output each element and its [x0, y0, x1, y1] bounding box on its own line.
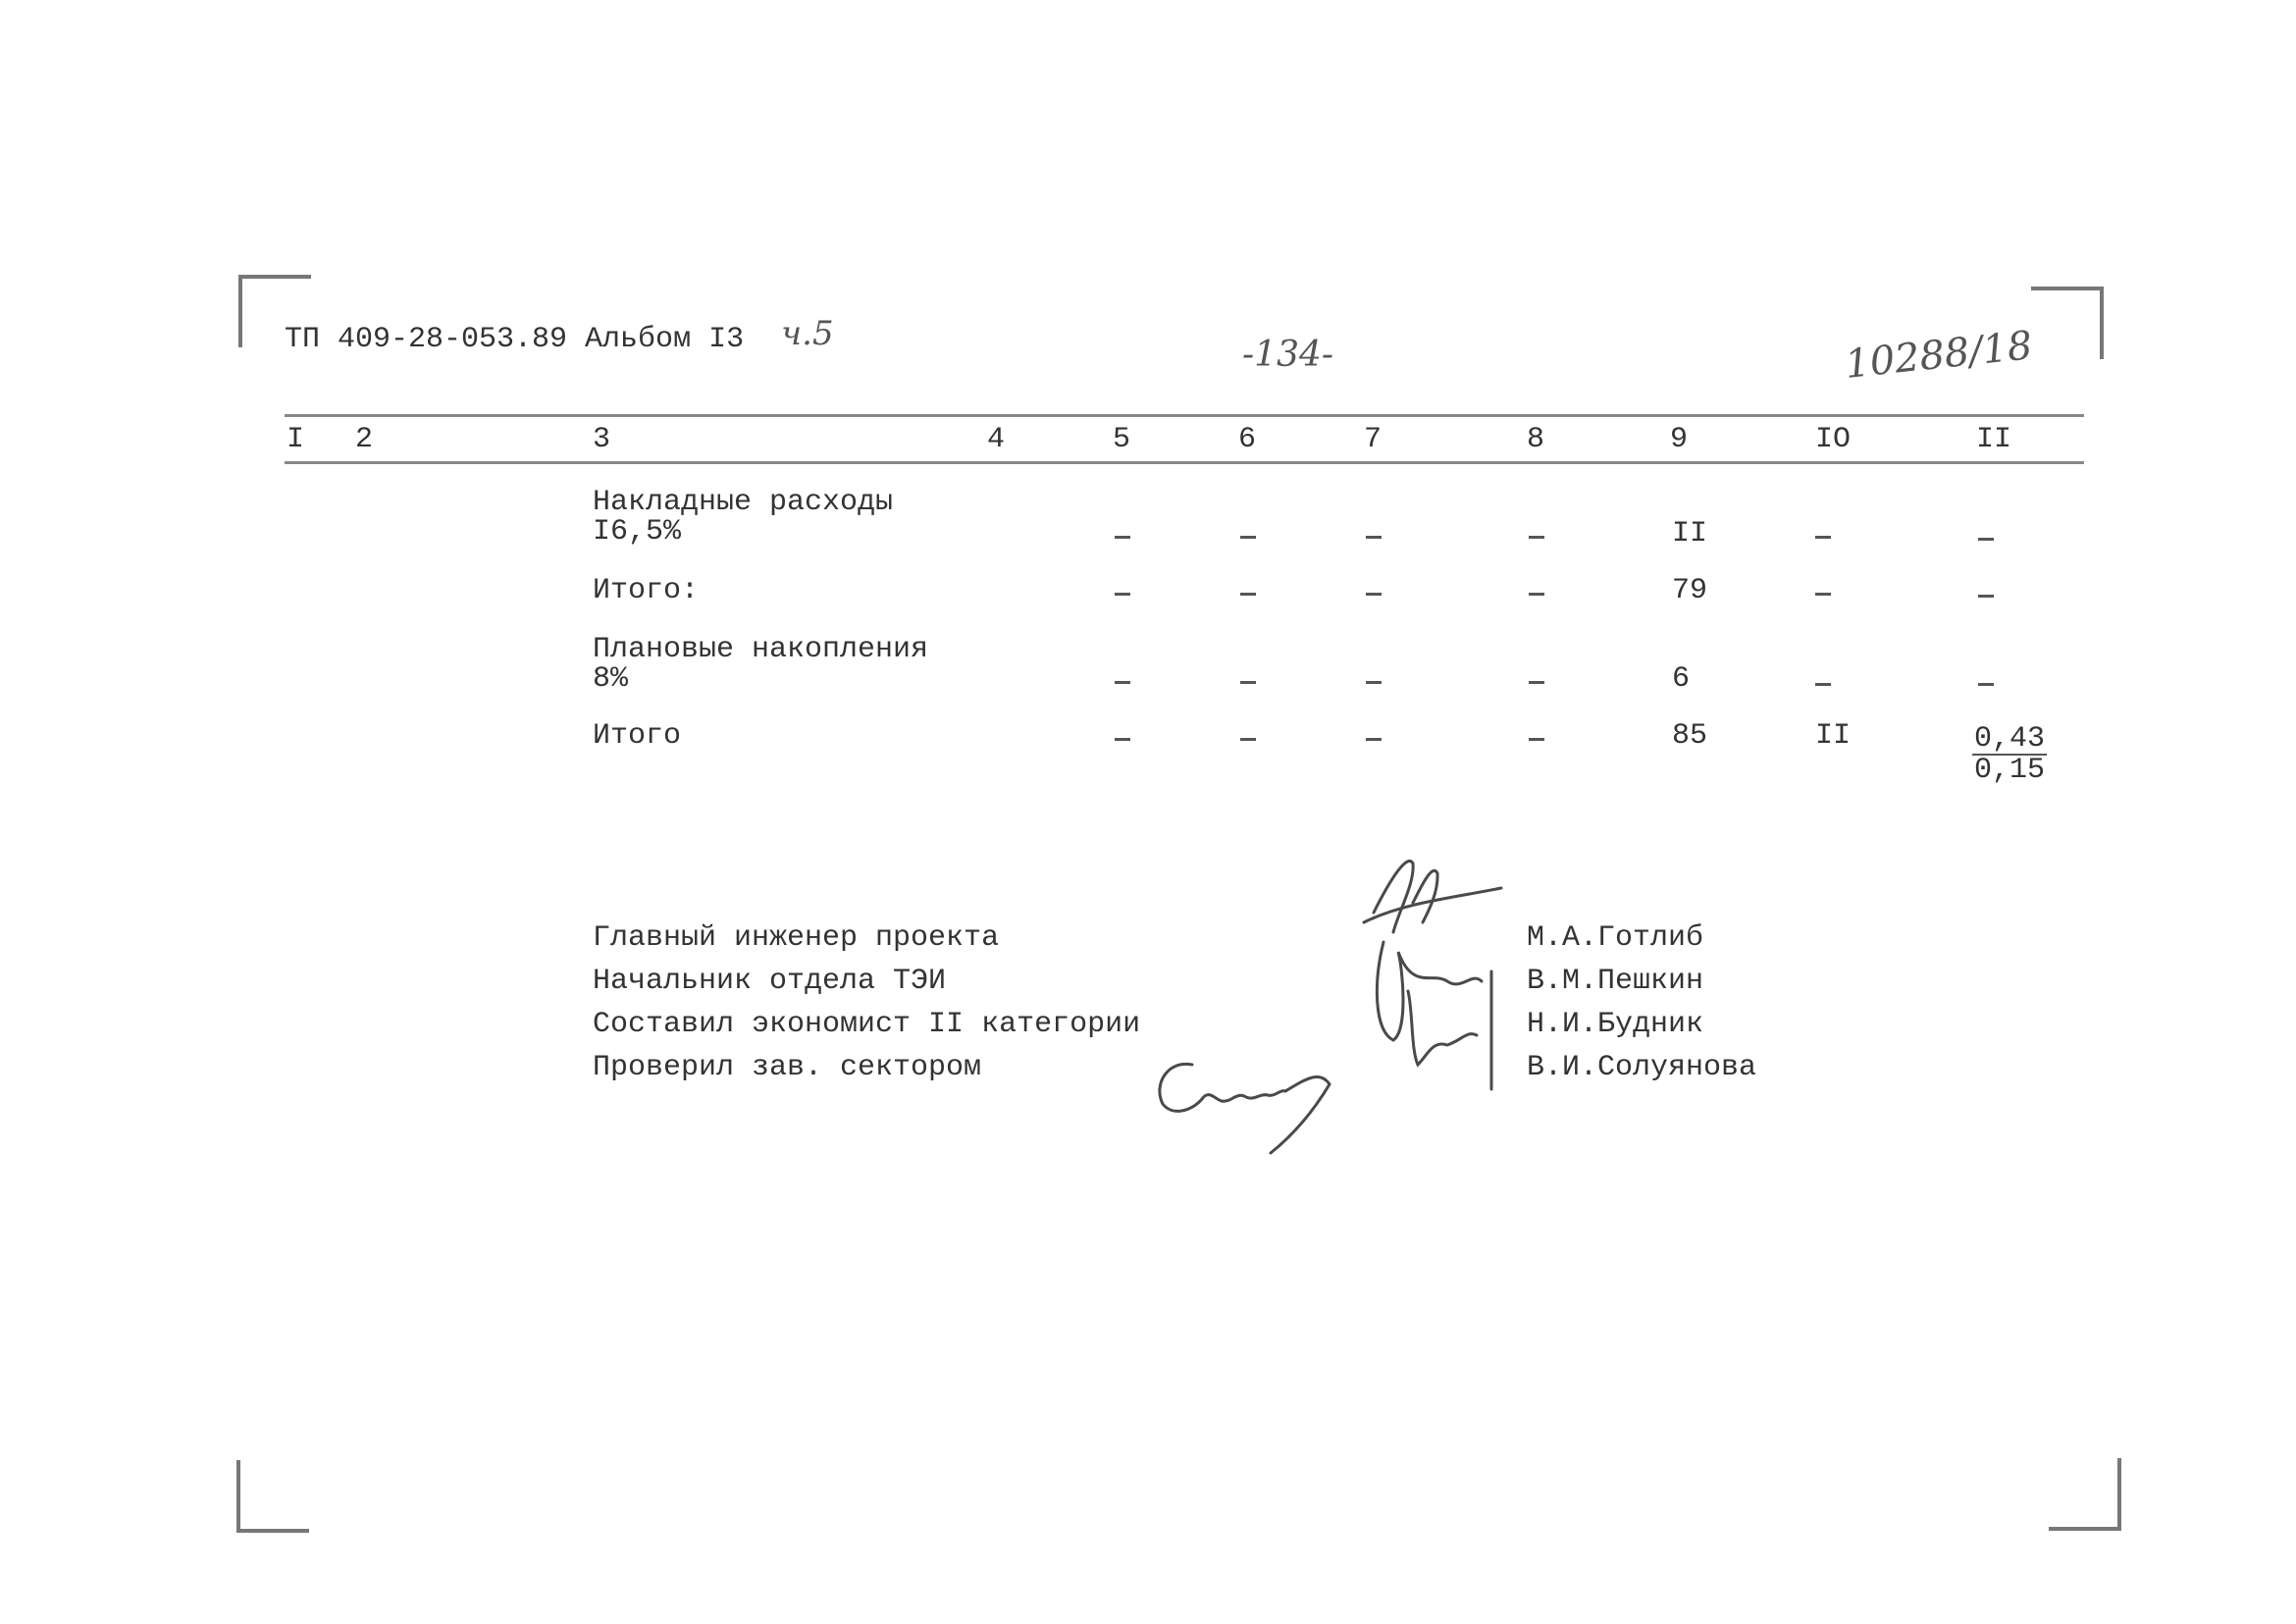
- signature-role: Главный инженер проекта: [593, 921, 1000, 955]
- row-name-line1: Итого: [593, 719, 682, 753]
- signature-role: Проверил зав. сектором: [593, 1051, 982, 1084]
- dash-c7: [1366, 536, 1382, 539]
- dash-c6: [1240, 681, 1256, 684]
- table-header-rule: [285, 461, 2084, 464]
- column-header-3: 3: [593, 423, 611, 456]
- cell-c9: 6: [1672, 662, 1691, 696]
- dash-c6: [1240, 536, 1256, 539]
- handwritten-signatures-icon: [1354, 844, 1531, 1099]
- dash-c10: [1815, 536, 1831, 539]
- column-header-7: 7: [1364, 423, 1383, 456]
- row-name-line1: Итого:: [593, 574, 700, 607]
- part-label: ч.5: [781, 314, 834, 353]
- dash-c6: [1240, 593, 1256, 596]
- dash-c7: [1366, 593, 1382, 596]
- dash-c10: [1815, 683, 1831, 686]
- cell-c10: II: [1815, 719, 1852, 753]
- dash-c8: [1529, 681, 1544, 684]
- column-header-1: I: [287, 423, 305, 456]
- column-header-5: 5: [1113, 423, 1131, 456]
- column-header-8: 8: [1527, 423, 1545, 456]
- column-header-4: 4: [987, 423, 1006, 456]
- dash-c6: [1240, 738, 1256, 741]
- signature-name: Н.И.Будник: [1527, 1008, 1704, 1041]
- fraction-denominator: 0,15: [1974, 754, 2046, 787]
- table-top-rule: [285, 414, 2084, 417]
- dash-c7: [1366, 681, 1382, 684]
- dash-c10: [1815, 593, 1831, 596]
- signature-name: В.М.Пешкин: [1527, 965, 1704, 998]
- dash-c5: [1115, 536, 1130, 539]
- archive-number: 10288/18: [1843, 323, 2035, 388]
- row-name-line1: Плановые накопления: [593, 633, 929, 666]
- dash-c11: [1978, 595, 1994, 598]
- cell-c11-fraction: [1972, 724, 2047, 785]
- row-name-line1: Накладные расходы: [593, 486, 894, 519]
- handwritten-signature-icon: [1148, 1040, 1354, 1158]
- cell-c9: 85: [1672, 719, 1708, 753]
- signature-role: Составил экономист II категории: [593, 1008, 1141, 1041]
- dash-c5: [1115, 593, 1130, 596]
- signature-role: Начальник отдела ТЭИ: [593, 965, 947, 998]
- corner-mark-top-right: [2031, 287, 2104, 359]
- dash-c5: [1115, 681, 1130, 684]
- fraction-numerator: 0,43: [1974, 722, 2046, 756]
- signature-name: М.А.Готлиб: [1527, 921, 1704, 955]
- column-header-9: 9: [1670, 423, 1689, 456]
- column-header-2: 2: [355, 423, 374, 456]
- row-name-line2: 8%: [593, 662, 629, 696]
- dash-c11: [1978, 538, 1994, 541]
- column-header-10: IO: [1815, 423, 1852, 456]
- dash-c5: [1115, 738, 1130, 741]
- cell-c9: 79: [1672, 574, 1708, 607]
- dash-c7: [1366, 738, 1382, 741]
- dash-c8: [1529, 738, 1544, 741]
- signature-name: В.И.Солуянова: [1527, 1051, 1757, 1084]
- dash-c11: [1978, 683, 1994, 686]
- cell-c9: II: [1672, 517, 1708, 550]
- corner-mark-bottom-right: [2049, 1458, 2121, 1531]
- doc-code: ТП 409-28-053.89 Альбом I3: [285, 323, 745, 356]
- column-header-11: II: [1976, 423, 2012, 456]
- dash-c8: [1529, 536, 1544, 539]
- corner-mark-bottom-left: [236, 1460, 309, 1533]
- page-number: -134-: [1242, 335, 1334, 375]
- row-name-line2: I6,5%: [593, 515, 682, 549]
- column-header-6: 6: [1238, 423, 1257, 456]
- dash-c8: [1529, 593, 1544, 596]
